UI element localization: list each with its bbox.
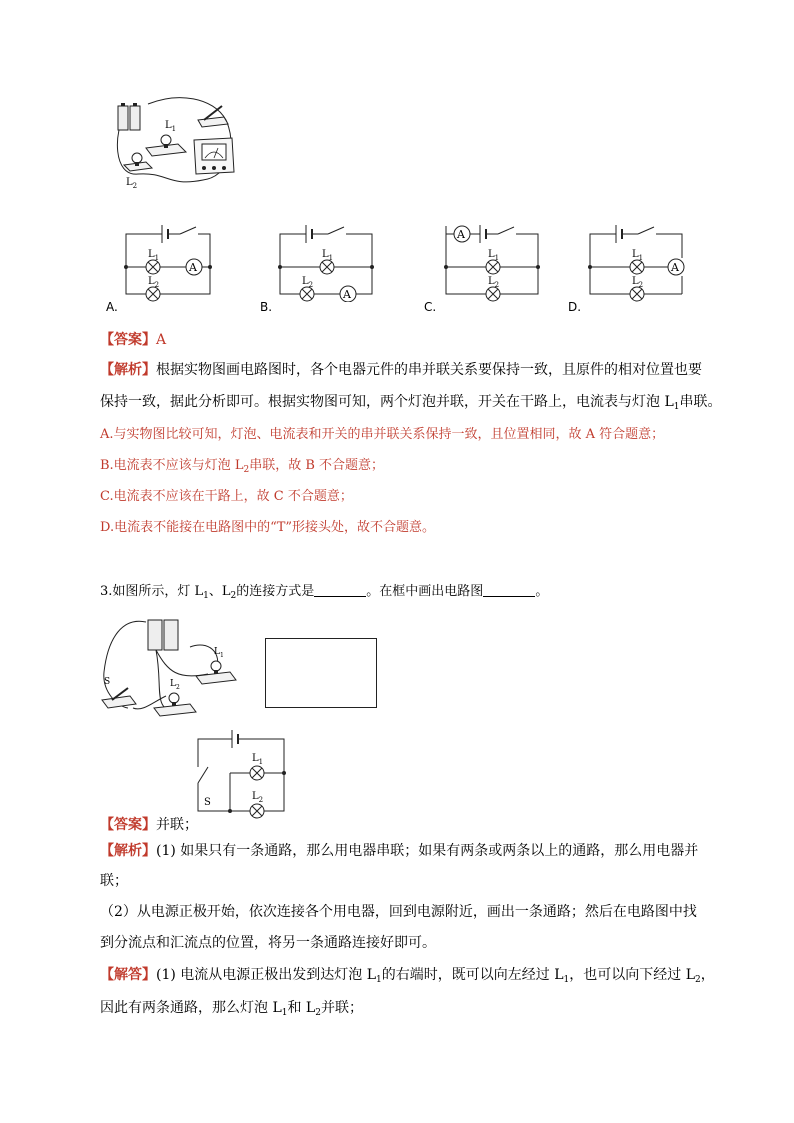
analysis-tag: 【解析】: [100, 362, 156, 378]
option-c-circuit: [438, 222, 548, 302]
q3-question: 3.如图所示，灯 $L_1$、$L_2$的连接方式是 。在框中画出电路图 。: [100, 584, 549, 601]
q3-circuit-diagram: [190, 725, 295, 820]
q2-option-d-explain: D.电流表不能接在电路图中的“T”形接头处，故不合题意。: [100, 520, 436, 535]
q3-analysis-line1: 【解析】(1) 如果只有一条通路，那么用电器串联；如果有两条或两条以上的通路，那么用电器并: [100, 843, 699, 859]
answer-value: 并联；: [156, 817, 198, 833]
ammeter-symbol: A: [343, 288, 351, 301]
option-b-circuit: [272, 222, 382, 302]
q3-apparatus-figure: [98, 612, 243, 722]
photo-l1-label: $L_1$: [214, 647, 224, 659]
q2-option-a-explain: A.与实物图比较可知，灯泡、电流表和开关的串并联关系保持一致，且位置相同，故 A 符合题意；: [100, 427, 665, 442]
apparatus-drawing: [108, 92, 248, 192]
photo-l2-label: $L_2$: [126, 177, 138, 190]
photo-s-label: S: [104, 677, 111, 687]
diagram-l2-label: $L_2$: [252, 791, 264, 804]
q3-solution-line2: 因此有两条通路，那么灯泡 $L_1$和 $L_2$并联；: [100, 1000, 363, 1018]
l1-label: $L_1$: [322, 249, 334, 262]
l1-label: $L_1$: [632, 249, 644, 262]
answer-value: A: [156, 332, 167, 348]
q2-analysis-line2: 保持一致，据此分析即可。根据实物图可知，两个灯泡并联，开关在干路上，电流表与灯泡 $L_1$串联。: [100, 394, 722, 412]
answer-blank-2[interactable]: [483, 582, 535, 597]
q3-analysis-line2: 联；: [100, 873, 128, 889]
l2-label: $L_2$: [488, 276, 500, 289]
q3-answer: [100, 815, 198, 835]
q2-answer: [100, 330, 166, 350]
ammeter-symbol: A: [671, 261, 679, 274]
answer-tag: 【答案】: [100, 332, 156, 348]
photo-l2-label: $L_2$: [170, 679, 180, 691]
q3-analysis-line4: 到分流点和汇流点的位置，将另一条通路连接好即可。: [100, 935, 436, 951]
photo-l1-label: $L_1$: [165, 120, 177, 133]
q2-option-c-explain: C.电流表不应该在干路上，故 C 不合题意；: [100, 489, 353, 504]
l1-label: $L_1$: [488, 249, 500, 262]
l2-label: $L_2$: [632, 276, 644, 289]
answer-blank-1[interactable]: [314, 582, 366, 597]
q2-apparatus-figure: [108, 92, 248, 192]
l2-label: $L_2$: [302, 276, 314, 289]
diagram-s-label: S: [204, 797, 211, 808]
diagram-l1-label: $L_1$: [252, 753, 264, 766]
l1-label: $L_1$: [148, 249, 160, 262]
ammeter-symbol: A: [457, 228, 465, 241]
drawing-box[interactable]: [265, 638, 377, 708]
option-d-letter: D.: [568, 300, 582, 314]
l2-label: $L_2$: [148, 276, 160, 289]
ammeter-symbol: A: [189, 261, 197, 274]
option-d-circuit: [582, 222, 692, 302]
option-a-letter: A.: [106, 300, 118, 314]
option-b-letter: B.: [260, 300, 273, 314]
option-c-letter: C.: [424, 300, 437, 314]
answer-tag: 【答案】: [100, 817, 156, 833]
q3-analysis-line3: （2）从电源正极开始，依次连接各个用电器，回到电源附近，画出一条通路；然后在电路图中找: [100, 904, 697, 920]
q2-option-b-explain: B.电流表不应该与灯泡 $L_2$串联，故 B 不合题意；: [100, 458, 385, 475]
option-a-circuit: [118, 222, 218, 302]
solution-tag: 【解答】: [100, 967, 156, 983]
analysis-tag: 【解析】: [100, 843, 156, 859]
q3-solution-line1: 【解答】(1) 电流从电源正极出发到达灯泡 $L_1$的右端时，既可以向左经过 $L_1$，也可以向下经过 $L_2$，: [100, 967, 715, 985]
q2-analysis-line1: 【解析】根据实物图画电路图时，各个电器元件的串并联关系要保持一致，且原件的相对位置也要: [100, 362, 702, 378]
